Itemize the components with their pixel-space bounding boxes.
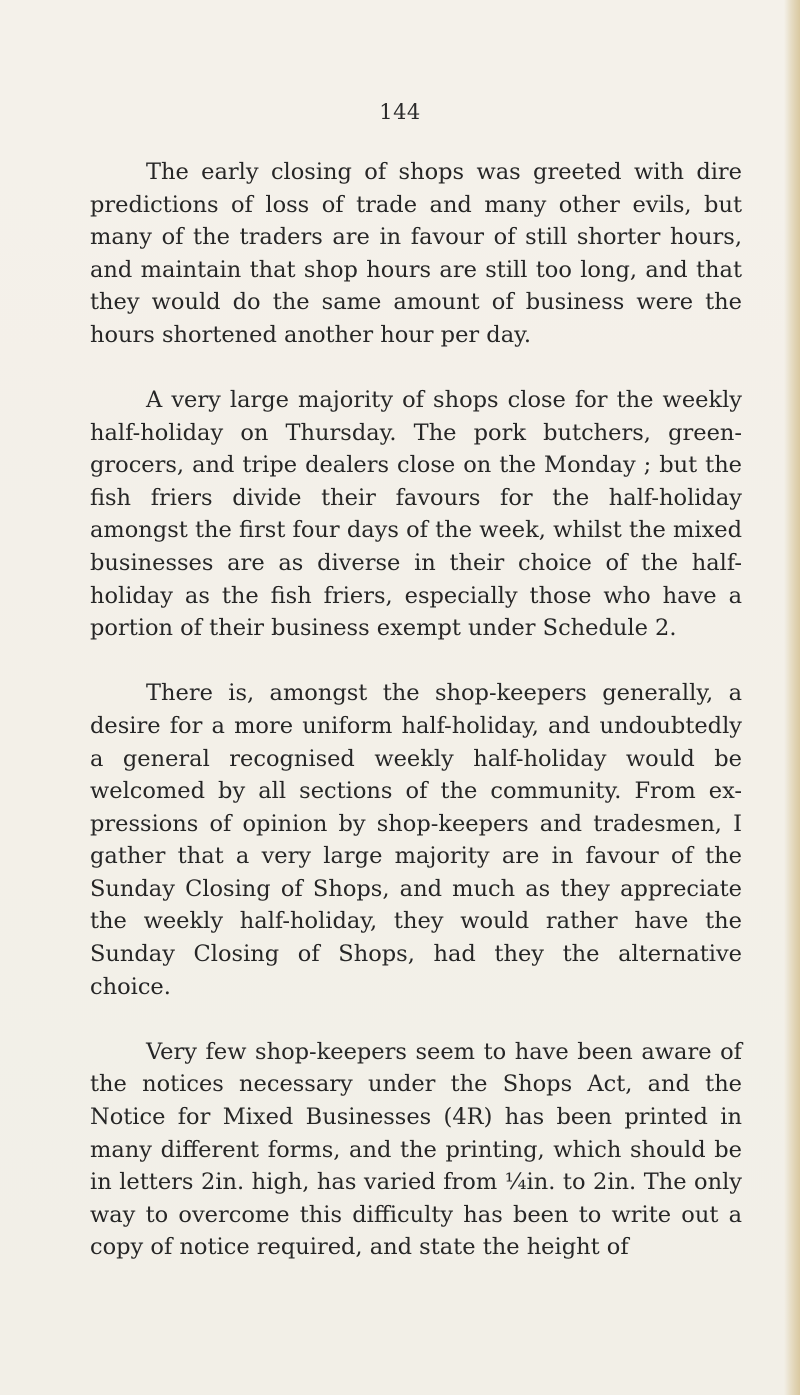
body-text [90,156,742,1264]
paragraph-uniform-half-holiday: There is, amongst the shop-keepers generally, a desire for a more uniform half-holiday, and undoubtedly a general recognised weekly half-holiday would be welcomed by all sections of the community. From ex-pressions of opinion by shop-keepers and tradesmen, I gather that a very large majority are in favour of the Sunday Closing of Shops, and much as they appreciate the weekly half-holiday, they would rather have the Sunday Closing of Shops, had they the alternative choice. [90,680,742,1000]
page-edge-shadow [784,0,800,1395]
paragraph-weekly-half-holiday: A very large majority of shops close for the weekly half-holiday on Thursday. The pork butchers, green-grocers, and tripe dealers close on the Monday ; but the fish friers divide their favours for the half-holiday amongst the first four days of the week, whilst the mixed businesses are as diverse in their choice of the half-holiday as the fish friers, especially those who have a portion of their business exempt under Schedule 2. [90,387,742,642]
paragraph-early-closing: The early closing of shops was greeted with dire predictions of loss of trade and many other evils, but many of the traders are in favour of still shorter hours, and maintain that shop hours are still too long, and that they would do the same amount of business were the hours shortened another hour per day. [90,159,742,348]
page-number: 144 [379,100,421,124]
paragraph-shop-notices: Very few shop-keepers seem to have been aware of the notices necessary under the Shops Act, and the Notice for Mixed Businesses (4R) has been printed in many different forms, and the printing, which should be in letters 2in. high, has varied from ¼in. to 2in. The only way to overcome this difficulty has been to write out a copy of notice required, and state the height of [90,1038,742,1261]
